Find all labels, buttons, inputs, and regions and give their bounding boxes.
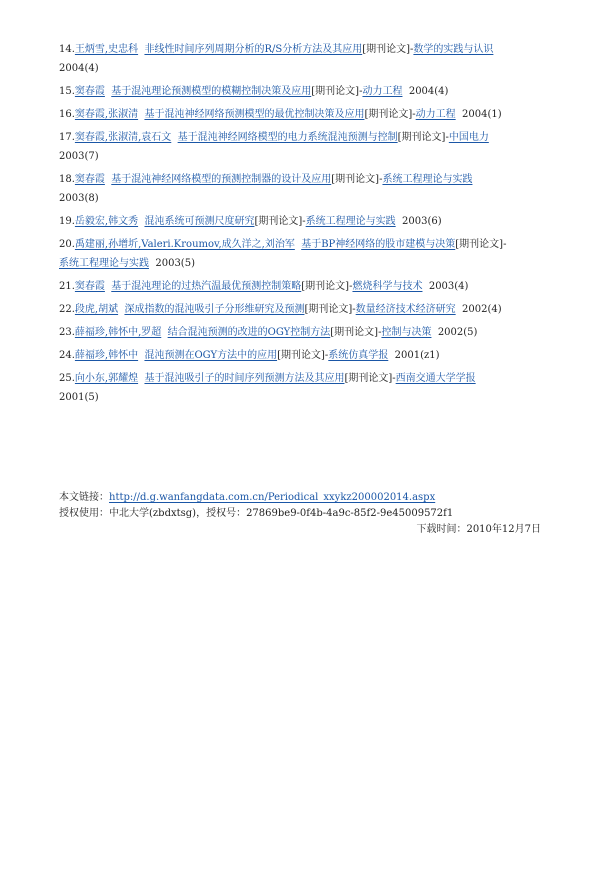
reference-item: 20.禹建丽,孙增圻,Valeri.Kroumov,成久洋之,刘治军 基于BP神经网络的股市建模与决策[期刊论文]- 系统工程理论与实践 2003(5) [59, 239, 507, 269]
reference-item: 23.薛福珍,韩怀中,罗超 结合混沌预测的改进的OGY控制方法[期刊论文]-控制与决策 2002(5) [59, 327, 478, 338]
reference-item: 17.窦春霞,张淑清,袁石文 基于混沌神经网络模型的电力系统混沌预测与控制[期刊论文]-中国电力 2003(7) [59, 132, 489, 162]
reference-authors-link[interactable]: 王炳雪,史忠科 [74, 44, 139, 55]
reference-authors-link[interactable]: 窦春霞 [74, 281, 105, 292]
reference-item: 16.窦春霞,张淑清 基于混沌神经网络预测模型的最优控制决策及应用[期刊论文]-动力工程 2004(1) [59, 109, 502, 120]
reference-authors-link[interactable]: 岳毅宏,韩文秀 [74, 216, 139, 227]
reference-item: 22.段虎,胡斌 深成指数的混沌吸引子分形维研究及预测[期刊论文]-数量经济技术经济研究 2002(4) [59, 304, 502, 315]
reference-authors-link[interactable]: 向小东,郭耀煌 [74, 373, 139, 384]
reference-journal-link[interactable]: 动力工程 [415, 109, 456, 120]
reference-journal-link[interactable]: 控制与决策 [381, 327, 432, 338]
article-link-line [59, 490, 541, 506]
download-time: 下载时间：2010年12月7日 [416, 524, 541, 535]
reference-title-link[interactable]: 非线性时间序列周期分析的R/S分析方法及其应用 [144, 44, 363, 55]
reference-list [59, 40, 549, 411]
document-footer [59, 490, 541, 538]
article-url-link[interactable]: http://d.g.wanfangdata.com.cn/Periodical_xxykz200002014.aspx [109, 492, 436, 503]
reference-item: 24.薛福珍,韩怀中 混沌预测在OGY方法中的应用[期刊论文]-系统仿真学报 2001(z1) [59, 350, 440, 361]
reference-journal-link[interactable]: 数学的实践与认识 [413, 44, 494, 55]
reference-title-link[interactable]: 基于混沌理论预测模型的模糊控制决策及应用 [111, 86, 312, 97]
reference-item: 25.向小东,郭耀煌 基于混沌吸引子的时间序列预测方法及其应用[期刊论文]-西南交通大学学报 2001(5) [59, 373, 476, 403]
reference-title-link[interactable]: 混沌系统可预测尺度研究 [144, 216, 255, 227]
reference-journal-link[interactable]: 系统仿真学报 [328, 350, 389, 361]
reference-title-link[interactable]: 基于混沌神经网络模型的预测控制器的设计及应用 [111, 174, 332, 185]
reference-journal-link[interactable]: 西南交通大学学报 [395, 373, 476, 384]
reference-title-link[interactable]: 基于混沌吸引子的时间序列预测方法及其应用 [144, 373, 345, 384]
reference-title-link[interactable]: 基于混沌神经网络预测模型的最优控制决策及应用 [144, 109, 365, 120]
reference-item: 18.窦春霞 基于混沌神经网络模型的预测控制器的设计及应用[期刊论文]-系统工程理论与实践 2003(8) [59, 174, 473, 204]
reference-title-link[interactable]: 基于BP神经网络的股市建模与决策 [301, 239, 456, 250]
reference-journal-link[interactable]: 数量经济技术经济研究 [355, 304, 456, 315]
reference-item: 14.王炳雪,史忠科 非线性时间序列周期分析的R/S分析方法及其应用[期刊论文]-数学的实践与认识 2004(4) [59, 44, 494, 74]
reference-authors-link[interactable]: 禹建丽,孙增圻,Valeri.Kroumov,成久洋之,刘治军 [74, 239, 295, 250]
reference-title-link[interactable]: 深成指数的混沌吸引子分形维研究及预测 [124, 304, 305, 315]
reference-authors-link[interactable]: 窦春霞,张淑清 [74, 109, 139, 120]
link-label: 本文链接： [59, 492, 109, 503]
reference-authors-link[interactable]: 薛福珍,韩怀中 [74, 350, 139, 361]
reference-journal-link[interactable]: 系统工程理论与实践 [305, 216, 396, 227]
reference-title-link[interactable]: 混沌预测在OGY方法中的应用 [144, 350, 278, 361]
reference-item: 15.窦春霞 基于混沌理论预测模型的模糊控制决策及应用[期刊论文]-动力工程 2004(4) [59, 86, 449, 97]
reference-authors-link[interactable]: 窦春霞,张淑清,袁石文 [74, 132, 172, 143]
reference-journal-link[interactable]: 动力工程 [362, 86, 403, 97]
reference-title-link[interactable]: 基于混沌理论的过热汽温最优预测控制策略 [111, 281, 302, 292]
reference-journal-link[interactable]: 系统工程理论与实践 [382, 174, 473, 185]
reference-authors-link[interactable]: 窦春霞 [74, 86, 105, 97]
reference-item: 19.岳毅宏,韩文秀 混沌系统可预测尺度研究[期刊论文]-系统工程理论与实践 2003(6) [59, 216, 442, 227]
reference-title-link[interactable]: 基于混沌神经网络模型的电力系统混沌预测与控制 [177, 132, 398, 143]
reference-authors-link[interactable]: 段虎,胡斌 [74, 304, 119, 315]
reference-journal-link[interactable]: 燃烧科学与技术 [352, 281, 423, 292]
reference-authors-link[interactable]: 薛福珍,韩怀中,罗超 [74, 327, 162, 338]
reference-authors-link[interactable]: 窦春霞 [74, 174, 105, 185]
license-line: 授权使用：中北大学(zbdxtsg)，授权号：27869be9-0f4b-4a9c-85f2-9e45009572f1 [59, 508, 454, 519]
reference-item: 21.窦春霞 基于混沌理论的过热汽温最优预测控制策略[期刊论文]-燃烧科学与技术 2003(4) [59, 281, 469, 292]
reference-title-link[interactable]: 结合混沌预测的改进的OGY控制方法 [167, 327, 331, 338]
reference-journal-link[interactable]: 中国电力 [448, 132, 489, 143]
reference-journal-link[interactable]: 系统工程理论与实践 [59, 258, 149, 269]
